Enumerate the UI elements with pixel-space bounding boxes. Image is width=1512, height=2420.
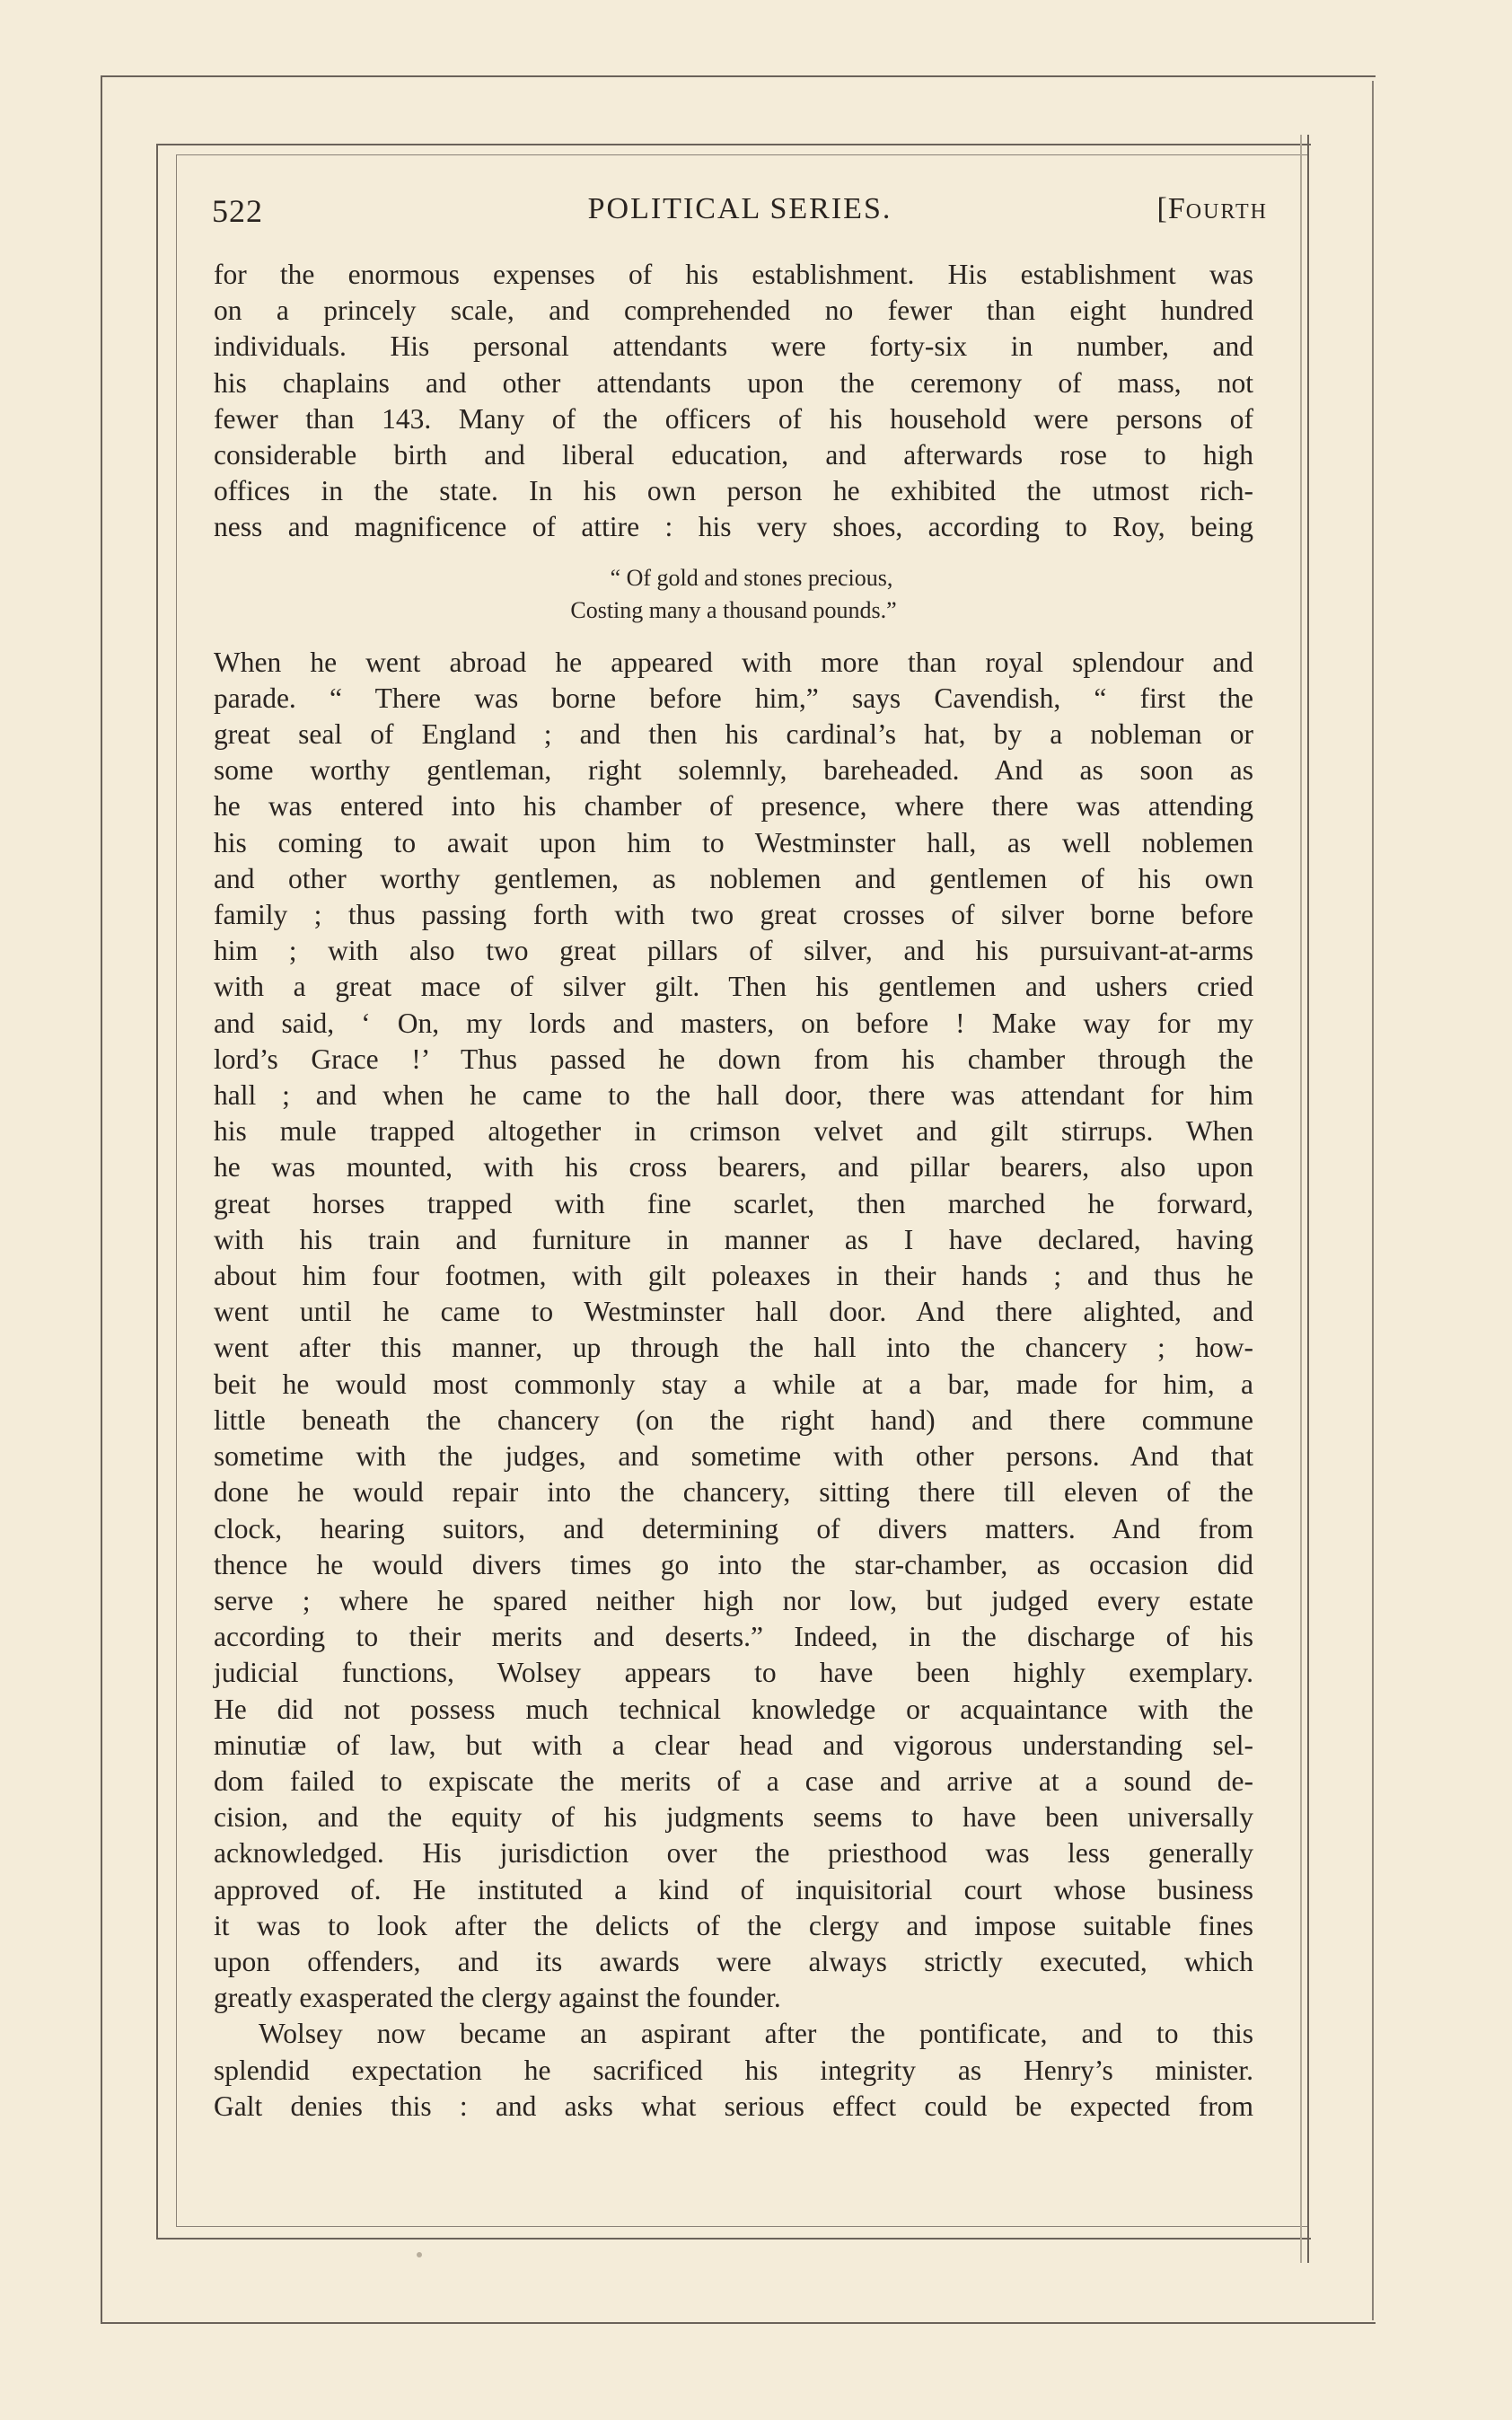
page-right-rule-thin [1300,135,1302,2263]
text-line: went until he came to Westminster hall door. And there alighted, and [214,1296,1253,1328]
text-line: splendid expectation he sacrificed his integrity as Henry’s minister. [214,2054,1253,2086]
running-section-smallcaps: OURTH [1185,200,1268,224]
text-line: little beneath the chancery (on the right hand) and there commune [214,1404,1253,1436]
text-line: his chaplains and other attendants upon the ceremony of mass, not [214,366,1253,399]
text-line: he was entered into his chamber of presence, where there was attending [214,790,1253,823]
text-line: and said, ‘ On, my lords and masters, on before ! Make way for my [214,1007,1253,1039]
text-line: ness and magnificence of attire : his very shoes, according to Roy, being [214,511,1253,543]
paper-stain-dot [417,2252,422,2257]
text-line: great seal of England ; and then his cardinal’s hat, by a nobleman or [214,718,1253,751]
text-line: offices in the state. In his own person he exhibited the utmost rich- [214,475,1253,507]
text-line: upon offenders, and its awards were always strictly executed, which [214,1945,1253,1977]
text-line: for the enormous expenses of his establishment. His establishment was [214,259,1253,290]
text-line: considerable birth and liberal education, and afterwards rose to high [214,439,1253,471]
text-line: sometime with the judges, and sometime with other persons. And that [214,1440,1253,1473]
running-section-bracket: [F [1156,192,1186,225]
text-line: cision, and the equity of his judgments seems to have been universally [214,1801,1253,1834]
text-line: Galt denies this : and asks what serious effect could be expected from [214,2090,1253,2122]
text-line: it was to look after the delicts of the clergy and impose suitable fines [214,1909,1253,1941]
text-line: When he went abroad he appeared with more than royal splendour and [214,646,1253,678]
text-line: Wolsey now became an aspirant after the pontificate, and to this [259,2018,1253,2050]
text-line: thence he would divers times go into the star-chamber, as occasion did [214,1548,1253,1580]
text-line: serve ; where he spared neither high nor low, but judged every estate [214,1584,1253,1616]
running-head [212,192,1268,237]
running-section [1157,192,1268,226]
text-line: dom failed to expiscate the merits of a case and arrive at a sound de- [214,1764,1253,1797]
verse-line-2: Costing many a thousand pounds.” [570,596,897,623]
text-line: done he would repair into the chancery, sitting there till eleven of the [214,1476,1253,1509]
text-line: went after this manner, up through the hall into the chancery ; how- [214,1332,1253,1364]
text-line: with his train and furniture in manner as I have declared, having [214,1223,1253,1255]
text-line: parade. “ There was borne before him,” says Cavendish, “ first the [214,682,1253,714]
text-line: great horses trapped with fine scarlet, then marched he forward, [214,1187,1253,1219]
paragraph-3 [214,2016,1253,2125]
text-line: lord’s Grace !’ Thus passed he down from his chamber through the [214,1043,1253,1075]
text-line: fewer than 143. Many of the officers of his household were persons of [214,402,1253,435]
text-line: with a great mace of silver gilt. Then his gentlemen and ushers cried [214,971,1253,1003]
text-line: approved of. He instituted a kind of inquisitorial court whose business [214,1873,1253,1905]
text-line: some worthy gentleman, right solemnly, bareheaded. And as soon as [214,754,1253,787]
text-line: his coming to await upon him to Westminster hall, as well noblemen [214,826,1253,858]
text-line: judicial functions, Wolsey appears to have been highly exemplary. [214,1657,1253,1689]
page-right-rule-thick [1307,135,1309,2263]
text-line: minutiæ of law, but with a clear head and vigorous understanding sel- [214,1729,1253,1761]
verse-line-1: “ Of gold and stones precious, [610,564,893,591]
page-outer-border-right [1372,81,1374,2320]
text-line: him ; with also two great pillars of silver, and his pursuivant-at-arms [214,935,1253,967]
text-line: family ; thus passing forth with two great crosses of silver borne before [214,899,1253,931]
text-line: individuals. His personal attendants were forty-six in number, and [214,330,1253,363]
text-line: on a princely scale, and comprehended no fewer than eight hundred [214,295,1253,327]
verse-quotation [214,562,1253,627]
body-text [214,257,1253,2125]
text-line: He did not possess much technical knowledge or acquaintance with the [214,1693,1253,1725]
text-line: he was mounted, with his cross bearers, and pillar bearers, also upon [214,1151,1253,1184]
text-line: his mule trapped altogether in crimson velvet and gilt stirrups. When [214,1115,1253,1148]
text-line: clock, hearing suitors, and determining of divers matters. And from [214,1512,1253,1544]
text-line: hall ; and when he came to the hall door, there was attendant for him [214,1079,1253,1112]
text-line: and other worthy gentlemen, as noblemen and gentlemen of his own [214,862,1253,894]
running-title: POLITICAL SERIES. [587,192,892,225]
paragraph-1 [214,257,1253,546]
text-line: acknowledged. His jurisdiction over the priesthood was less generally [214,1837,1253,1870]
text-line: beit he would most commonly stay a while at a bar, made for him, a [214,1368,1253,1400]
text-line: according to their merits and deserts.” Indeed, in the discharge of his [214,1621,1253,1653]
paragraph-2 [214,645,1253,2017]
text-line: greatly exasperated the clergy against the founder. [214,1982,781,2014]
page-number: 522 [212,193,263,229]
text-line: about him four footmen, with gilt poleaxes in their hands ; and thus he [214,1260,1253,1292]
